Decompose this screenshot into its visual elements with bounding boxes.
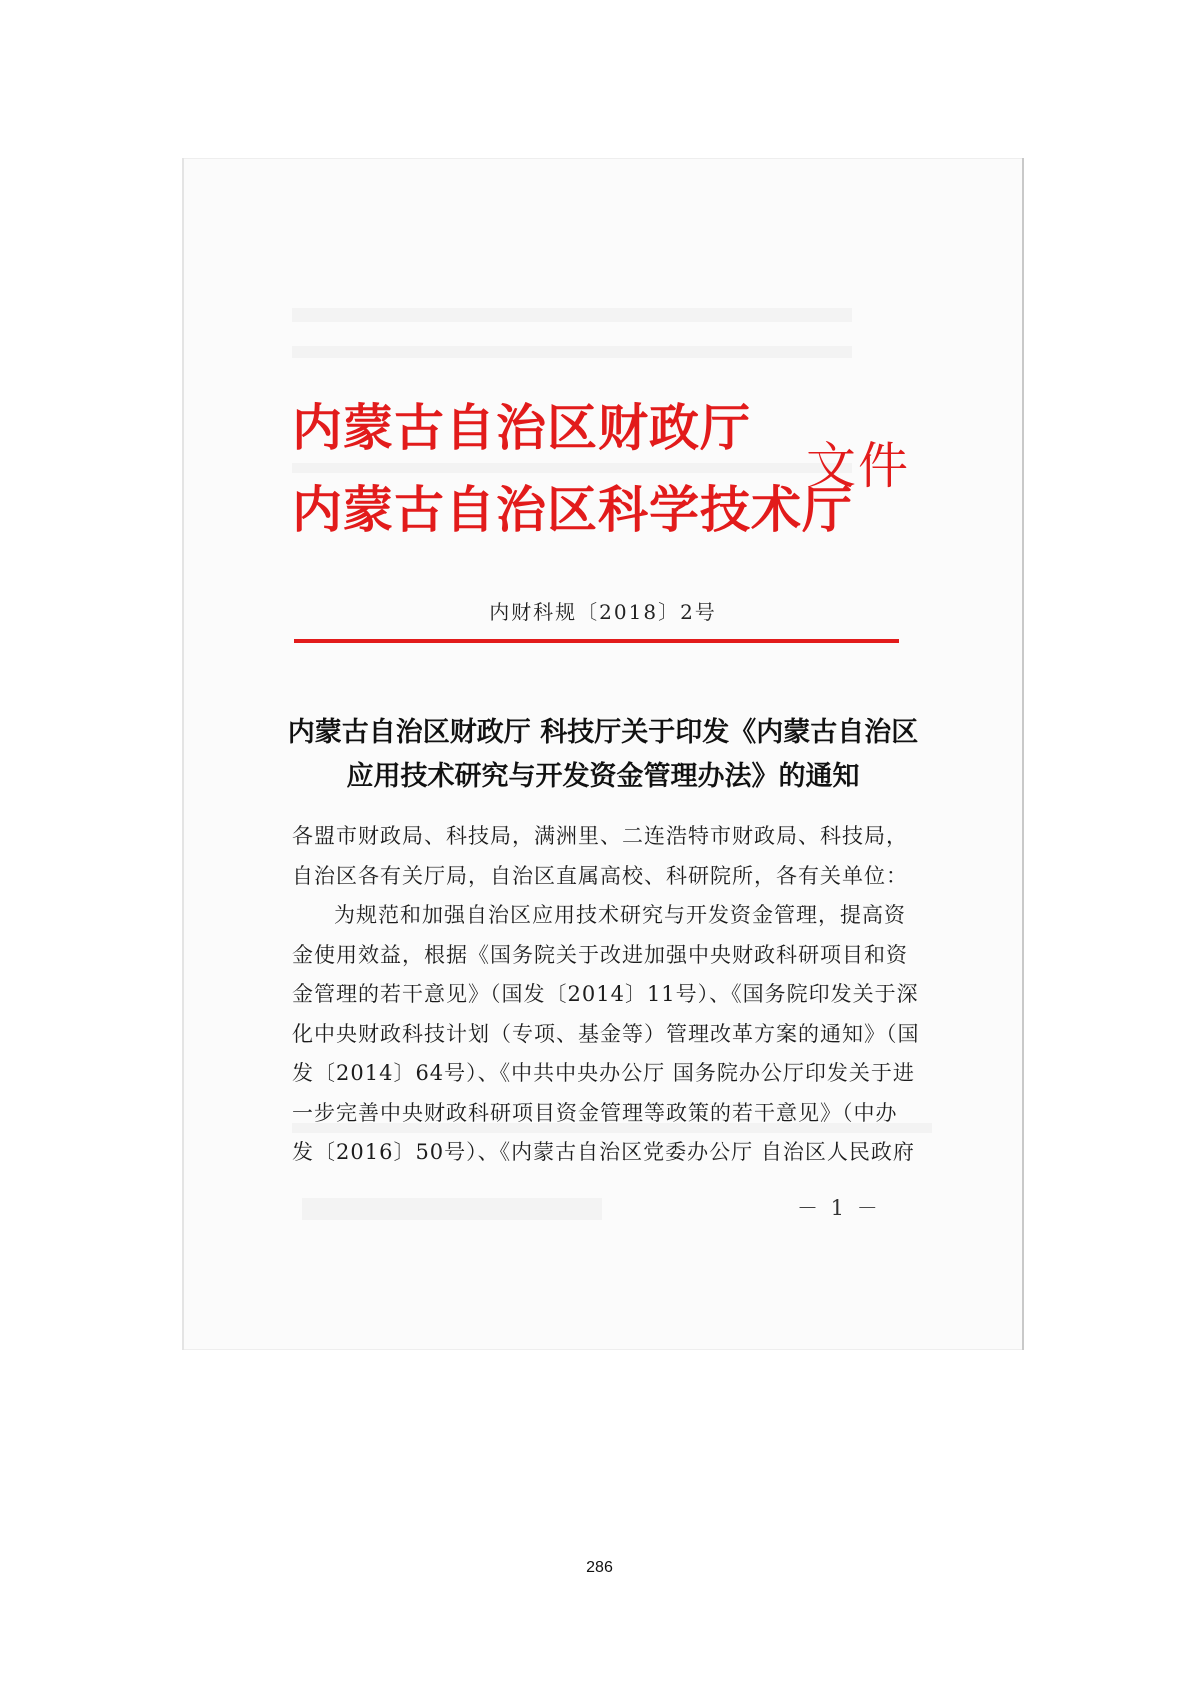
- body-line: 金管理的若干意见》（国发〔2014〕11号）、《国务院印发关于深: [292, 982, 919, 1006]
- body-line: 各盟市财政局、科技局，满洲里、二连浩特市财政局、科技局，: [292, 824, 908, 848]
- body-line: 金使用效益，根据《国务院关于改进加强中央财政科研项目和资: [292, 942, 908, 967]
- document-number: 内财科规〔2018〕2号: [489, 600, 717, 624]
- issuer-science-technology-department: 内蒙古自治区科学技术厅: [292, 481, 853, 539]
- page-number: 286: [586, 1559, 613, 1576]
- bleed-through-artifact: [292, 308, 852, 322]
- notice-title-line: 内蒙古自治区财政厅 科技厅关于印发《内蒙古自治区: [287, 717, 919, 748]
- body-line: 自治区各有关厅局，自治区直属高校、科研院所，各有关单位：: [292, 863, 908, 888]
- body-line: 一步完善中央财政科研项目资金管理等政策的若干意见》（中办: [292, 1100, 898, 1125]
- notice-body: [292, 817, 920, 1173]
- bleed-through-artifact: [292, 346, 852, 358]
- scanned-page-label: － 1 －: [797, 1196, 881, 1220]
- body-line: 为规范和加强自治区应用技术研究与开发资金管理，提高资: [334, 903, 906, 927]
- scanned-document-page: [182, 158, 1024, 1350]
- red-separator-rule: [294, 639, 899, 643]
- notice-title-line: 应用技术研究与开发资金管理办法》的通知: [346, 761, 860, 792]
- document-type-label: 文件: [806, 437, 910, 495]
- body-line: 化中央财政科技计划（专项、基金等）管理改革方案的通知》（国: [292, 1021, 920, 1046]
- issuer-finance-department: 内蒙古自治区财政厅: [292, 399, 751, 457]
- body-line: 发〔2014〕64号）、《中共中央办公厅 国务院办公厅印发关于进: [292, 1061, 915, 1085]
- notice-title: [242, 711, 964, 799]
- bleed-through-artifact: [292, 463, 852, 473]
- scan-right-edge: [1022, 158, 1024, 1350]
- body-line: 发〔2016〕50号）、《内蒙古自治区党委办公厅 自治区人民政府: [292, 1140, 915, 1164]
- bleed-through-artifact: [302, 1198, 602, 1220]
- scan-left-edge: [182, 158, 184, 1350]
